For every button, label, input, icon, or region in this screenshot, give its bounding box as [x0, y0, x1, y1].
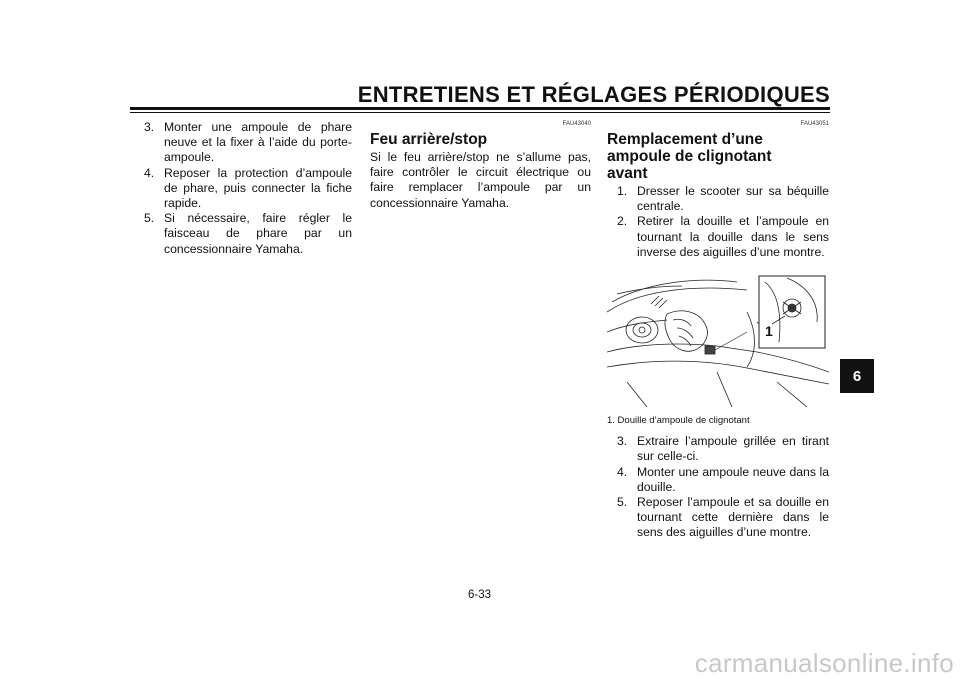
section-body: Si le feu arrière/stop ne s’allume pas, faire contrôler le circuit électrique ou faire remplacer l’ampoule par un concessionnaire Yamaha. [370, 150, 591, 210]
page-number: 6-33 [468, 589, 492, 601]
headlight-steps-list [144, 120, 352, 257]
chapter-tab: 6 [840, 359, 874, 393]
section-code: FAU43051 [800, 121, 829, 127]
watermark: carmanualsonline.info [694, 648, 954, 678]
list-item: 5. Si nécessaire, faire régler le faisceau de phare par un concessionnaire Yamaha. [144, 211, 352, 256]
list-item: 3. Extraire l’ampoule grillée en tirant sur celle-ci. [617, 434, 829, 464]
turn-signal-illustration [607, 272, 829, 407]
column-3 [607, 120, 829, 541]
section-title-tail-light: Feu arrière/stop [370, 131, 488, 148]
list-item: 5. Reposer l’ampoule et sa douille en tournant cette dernière dans le sens des aiguilles d’une montre. [617, 495, 829, 540]
section-code: FAU43040 [562, 121, 591, 127]
list-item: 1. Dresser le scooter sur sa béquille centrale. [617, 184, 829, 214]
column-1 [144, 120, 352, 257]
list-item: 2. Retirer la douille et l’ampoule en tournant la douille dans le sens inverse des aiguilles d’une montre. [617, 214, 829, 259]
list-item: 3. Monter une ampoule de phare neuve et la fixer à l’aide du porte-ampoule. [144, 120, 352, 165]
figure-callout-label: 1 [765, 323, 773, 340]
steps-after-list [617, 434, 829, 540]
column-2 [370, 120, 591, 211]
figure-caption: 1. Douille d’ampoule de clignotant [607, 415, 750, 427]
header-rule [130, 107, 830, 113]
steps-before-list [617, 184, 829, 260]
section-title-turn-signal: Remplacement d’une ampoule de clignotant avant [607, 131, 772, 182]
list-item: 4. Reposer la protection d’ampoule de phare, puis connecter la fiche rapide. [144, 165, 352, 211]
scooter-front-illustration [607, 272, 829, 407]
list-item: 4. Monter une ampoule neuve dans la douille. [617, 464, 829, 494]
page-header-title: ENTRETIENS ET RÉGLAGES PÉRIODIQUES [357, 82, 830, 107]
